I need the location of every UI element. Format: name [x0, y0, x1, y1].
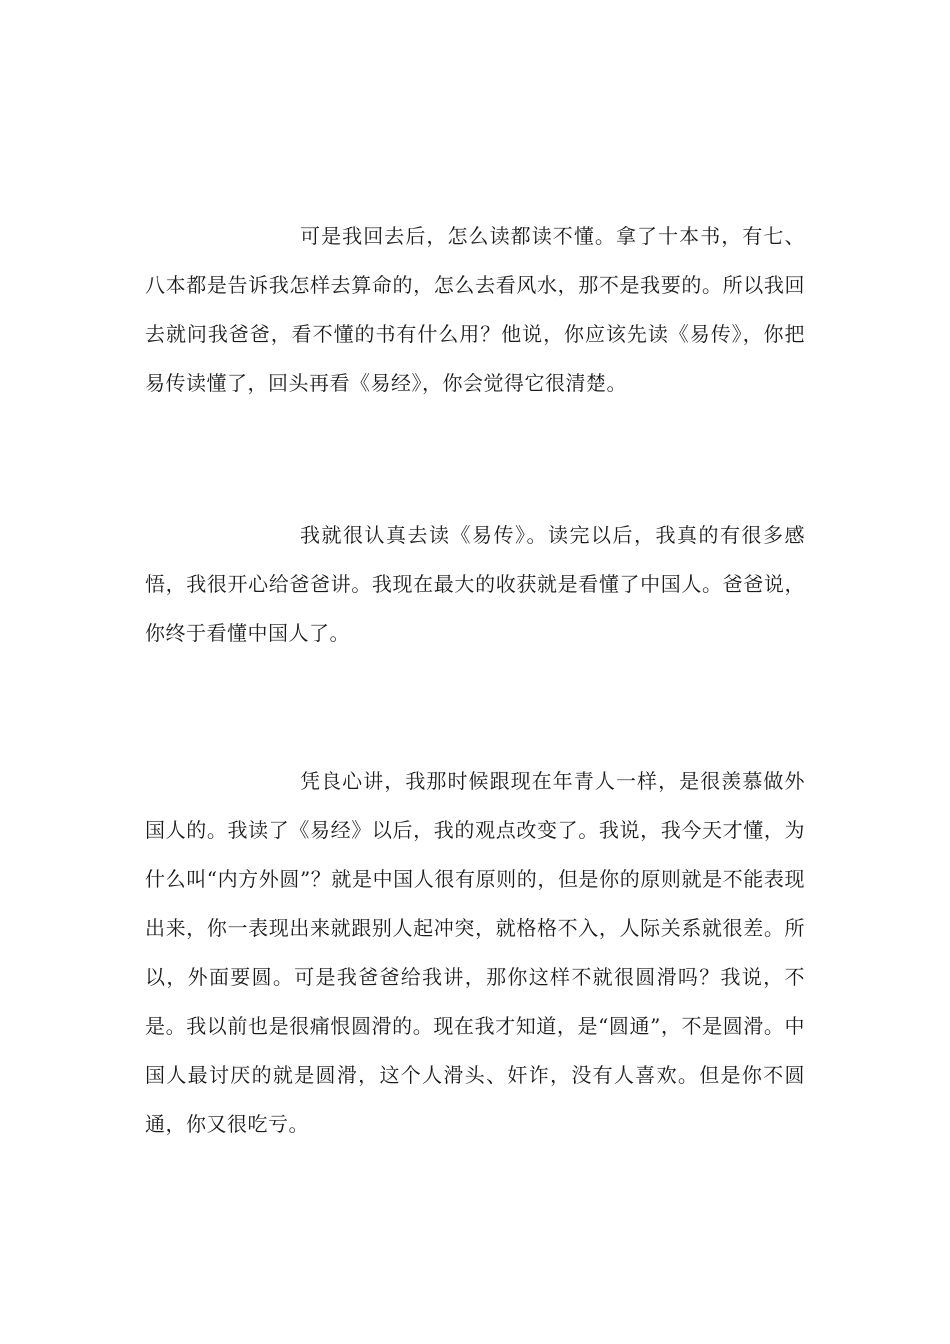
paragraph-1: 可是我回去后，怎么读都读不懂。拿了十本书，有七、八本都是告诉我怎样去算命的，怎么去看风水，那不是我要的。所以我回去就问我爸爸，看不懂的书有什么用？他说，你应该先读《易传》，你把易传读懂了，回头再看《易经》，你会觉得它很清楚。	[145, 224, 805, 395]
paragraph-3: 凭良心讲，我那时候跟现在年青人一样，是很羡慕做外国人的。我读了《易经》以后，我的观点改变了。我说，我今天才懂，为什么叫“内方外圆”？就是中国人很有原则的，但是你的原则就是不能表现出来，你一表现出来就跟别人起冲突，就格格不入，人际关系就很差。所以，外面要圆。可是我爸爸给我讲，那你这样不就很圆滑吗？我说，不是。我以前也是很痛恨圆滑的。现在我才知道，是“圆通”，不是圆滑。中国人最讨厌的就是圆滑，这个人滑头、奸诈，没有人喜欢。但是你不圆通，你又很吃亏。	[145, 769, 805, 1136]
paragraph-2: 我就很认真去读《易传》。读完以后，我真的有很多感悟，我很开心给爸爸讲。我现在最大的收获就是看懂了中国人。爸爸说，你终于看懂中国人了。	[145, 523, 805, 645]
